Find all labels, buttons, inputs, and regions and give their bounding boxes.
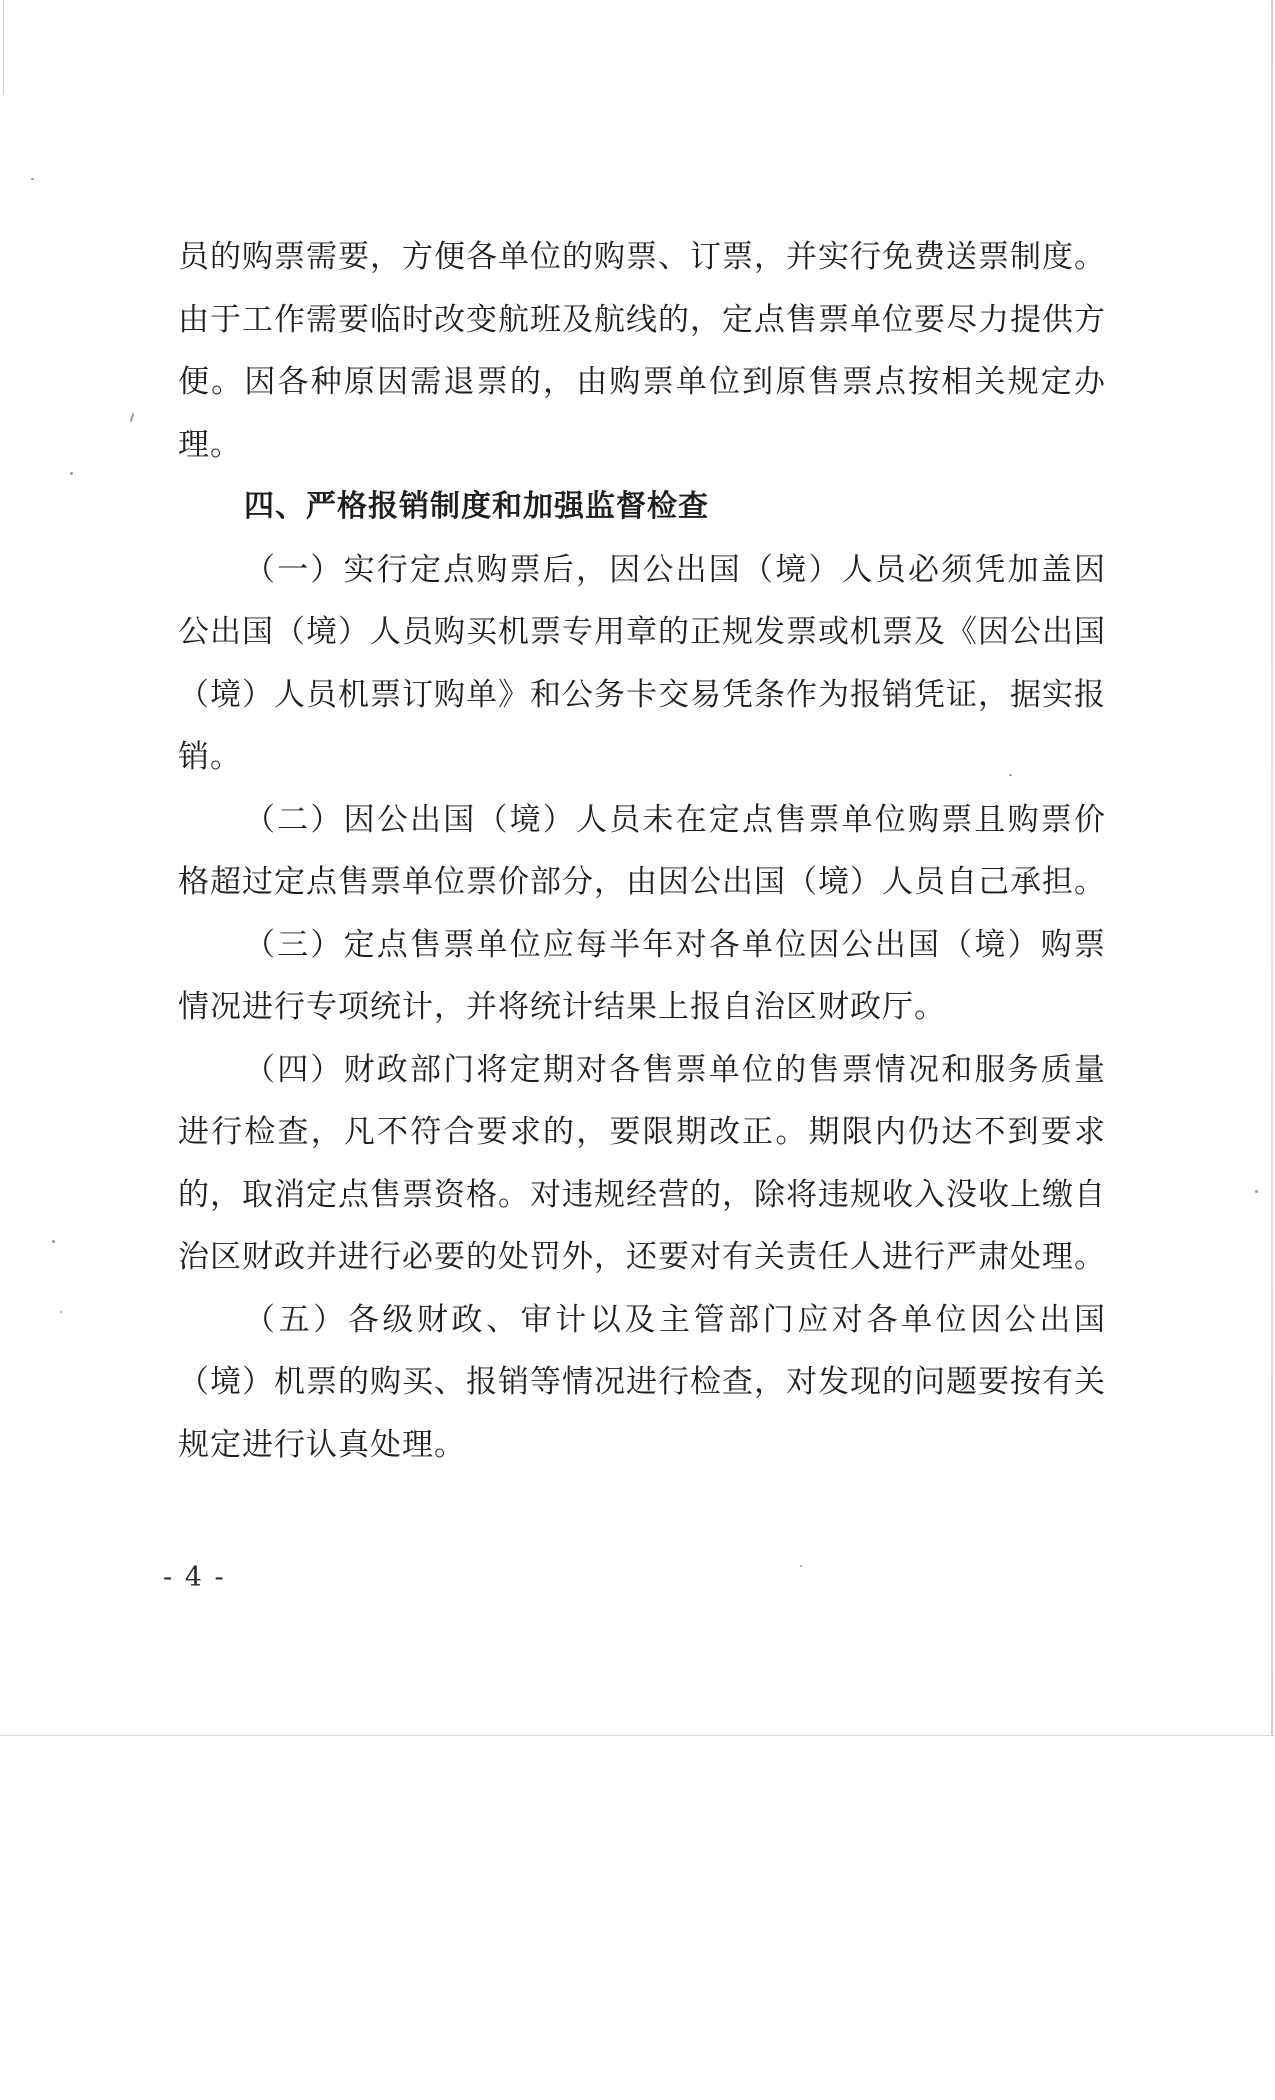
paragraph-item-3: （三）定点售票单位应每半年对各单位因公出国（境）购票情况进行专项统计，并将统计结果上报自治区财政厅。 xyxy=(178,926,1106,1025)
scan-speck xyxy=(70,472,73,475)
scan-speck xyxy=(52,1240,55,1243)
scan-speck xyxy=(1255,1190,1258,1193)
scan-speck xyxy=(130,413,135,422)
section-heading: 四、严格报销制度和加强监督检查 xyxy=(244,489,709,524)
scan-speck xyxy=(31,178,34,180)
scan-edge-right xyxy=(1271,0,1273,1735)
paragraph-item-4: （四）财政部门将定期对各售票单位的售票情况和服务质量进行检查，凡不符合要求的，要限期改正。期限内仍达不到要求的，取消定点售票资格。对违规经营的，除将违规收入没收上缴自治区财政并进行必要的处罚外，还要对有关责任人进行严肃处理。 xyxy=(178,1051,1106,1275)
paragraph-item-2: （二）因公出国（境）人员未在定点售票单位购票且购票价格超过定点售票单位票价部分，由因公出国（境）人员自己承担。 xyxy=(178,801,1106,900)
paragraph-continuation: 员的购票需要，方便各单位的购票、订票，并实行免费送票制度。由于工作需要临时改变航班及航线的，定点售票单位要尽力提供方便。因各种原因需退票的，由购票单位到原售票点按相关规定办理。 xyxy=(178,239,1106,463)
paragraph-item-5: （五）各级财政、审计以及主管部门应对各单位因公出国（境）机票的购买、报销等情况进行检查，对发现的问题要按有关规定进行认真处理。 xyxy=(178,1301,1106,1463)
scan-speck xyxy=(60,1311,62,1313)
page-number: - 4 - xyxy=(163,1562,226,1593)
scan-edge-left xyxy=(3,0,4,95)
document-body xyxy=(178,226,1106,1476)
paragraph-item-1: （一）实行定点购票后，因公出国（境）人员必须凭加盖因公出国（境）人员购买机票专用章的正规发票或机票及《因公出国（境）人员机票订购单》和公务卡交易凭条作为报销凭证，据实报销。 xyxy=(178,551,1106,775)
scan-speck xyxy=(800,1565,802,1567)
page-bottom-edge xyxy=(0,1735,1275,1736)
